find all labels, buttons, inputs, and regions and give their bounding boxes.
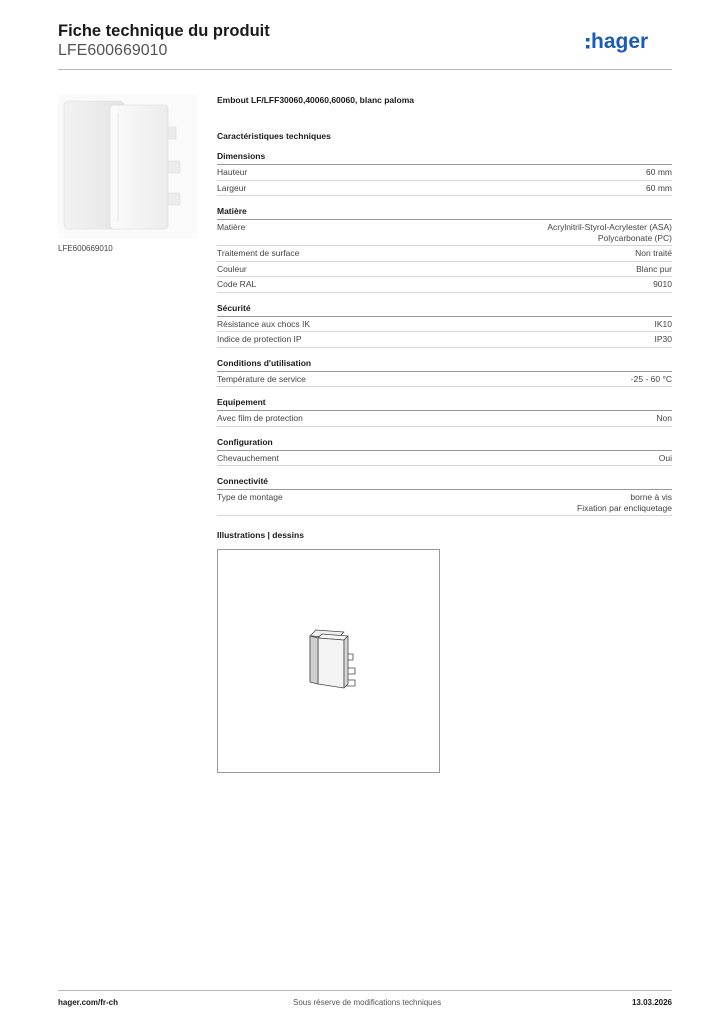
spec-group-equipment: [217, 397, 672, 427]
spec-value: Non traité: [635, 248, 672, 258]
footer-divider: [58, 990, 672, 991]
spec-row: [217, 220, 672, 246]
spec-value: IP30: [654, 334, 672, 344]
spec-value: 9010: [653, 279, 672, 289]
spec-value: Acrylnitril-Styrol-Acrylester (ASA) Polycarbonate (PC): [547, 222, 672, 243]
spec-row: [217, 451, 672, 467]
spec-value: 60 mm: [646, 182, 672, 193]
spec-label: Indice de protection IP: [217, 334, 302, 344]
page-header: [58, 20, 672, 70]
spec-label: Température de service: [217, 373, 306, 384]
product-line-drawing: [218, 550, 439, 772]
group-title: Sécurité: [217, 303, 672, 317]
spec-group-dimensions: [217, 151, 672, 196]
spec-value: IK10: [654, 318, 672, 329]
group-title: Conditions d'utilisation: [217, 358, 672, 372]
spec-row: [217, 181, 672, 197]
hager-logo: [586, 26, 672, 54]
spec-row: [217, 332, 672, 348]
spec-row: [217, 372, 672, 388]
spec-label: Matière: [217, 222, 246, 232]
illustration-drawing: [217, 549, 440, 773]
spec-group-connectivity: [217, 476, 672, 516]
spec-group-safety: [217, 303, 672, 348]
spec-content: [217, 95, 672, 540]
spec-label: Avec film de protection: [217, 413, 303, 423]
spec-label: Couleur: [217, 263, 247, 274]
spec-group-configuration: [217, 437, 672, 467]
page-title: Fiche technique du produit: [58, 22, 270, 40]
group-title: Configuration: [217, 437, 672, 451]
spec-label: Hauteur: [217, 167, 248, 177]
spec-row: [217, 490, 672, 516]
spec-label: Type de montage: [217, 492, 283, 502]
group-title: Matière: [217, 206, 672, 220]
spec-row: [217, 262, 672, 278]
spec-row: [217, 277, 672, 293]
product-name: Embout LF/LFF30060,40060,60060, blanc paloma: [217, 95, 414, 105]
specs-section-title: Caractéristiques techniques: [217, 131, 331, 141]
photo-caption: LFE600669010: [58, 244, 113, 253]
spec-label: Code RAL: [217, 279, 257, 289]
group-title: Connectivité: [217, 476, 672, 490]
spec-value: Non: [656, 413, 672, 423]
header-divider: [58, 69, 672, 70]
spec-label: Résistance aux chocs IK: [217, 318, 311, 329]
product-photo: [58, 95, 198, 238]
spec-row: [217, 411, 672, 427]
spec-label: Traitement de surface: [217, 248, 300, 258]
spec-value: -25 - 60 °C: [630, 373, 672, 384]
footer-date: 13.03.2026: [631, 998, 672, 1007]
spec-label: Largeur: [217, 182, 247, 193]
group-title: Dimensions: [217, 151, 672, 165]
spec-row: [217, 317, 672, 333]
spec-value: borne à vis Fixation par encliquetage: [577, 492, 672, 513]
footer-notice: Sous réserve de modifications techniques: [293, 998, 442, 1007]
spec-value: 60 mm: [646, 167, 672, 177]
spec-group-material: [217, 206, 672, 293]
svg-text:hager: hager: [591, 30, 649, 53]
spec-group-conditions: [217, 358, 672, 388]
spec-row: [217, 246, 672, 262]
product-reference: LFE600669010: [58, 42, 168, 59]
spec-label: Chevauchement: [217, 452, 279, 463]
illustrations-title: Illustrations | dessins: [217, 530, 304, 540]
footer-website-link[interactable]: hager.com/fr-ch: [58, 998, 119, 1007]
spec-value: Oui: [658, 452, 672, 463]
spec-value: Blanc pur: [636, 263, 672, 274]
spec-row: [217, 165, 672, 181]
group-title: Equipement: [217, 397, 672, 411]
product-photo-image: [58, 95, 198, 238]
